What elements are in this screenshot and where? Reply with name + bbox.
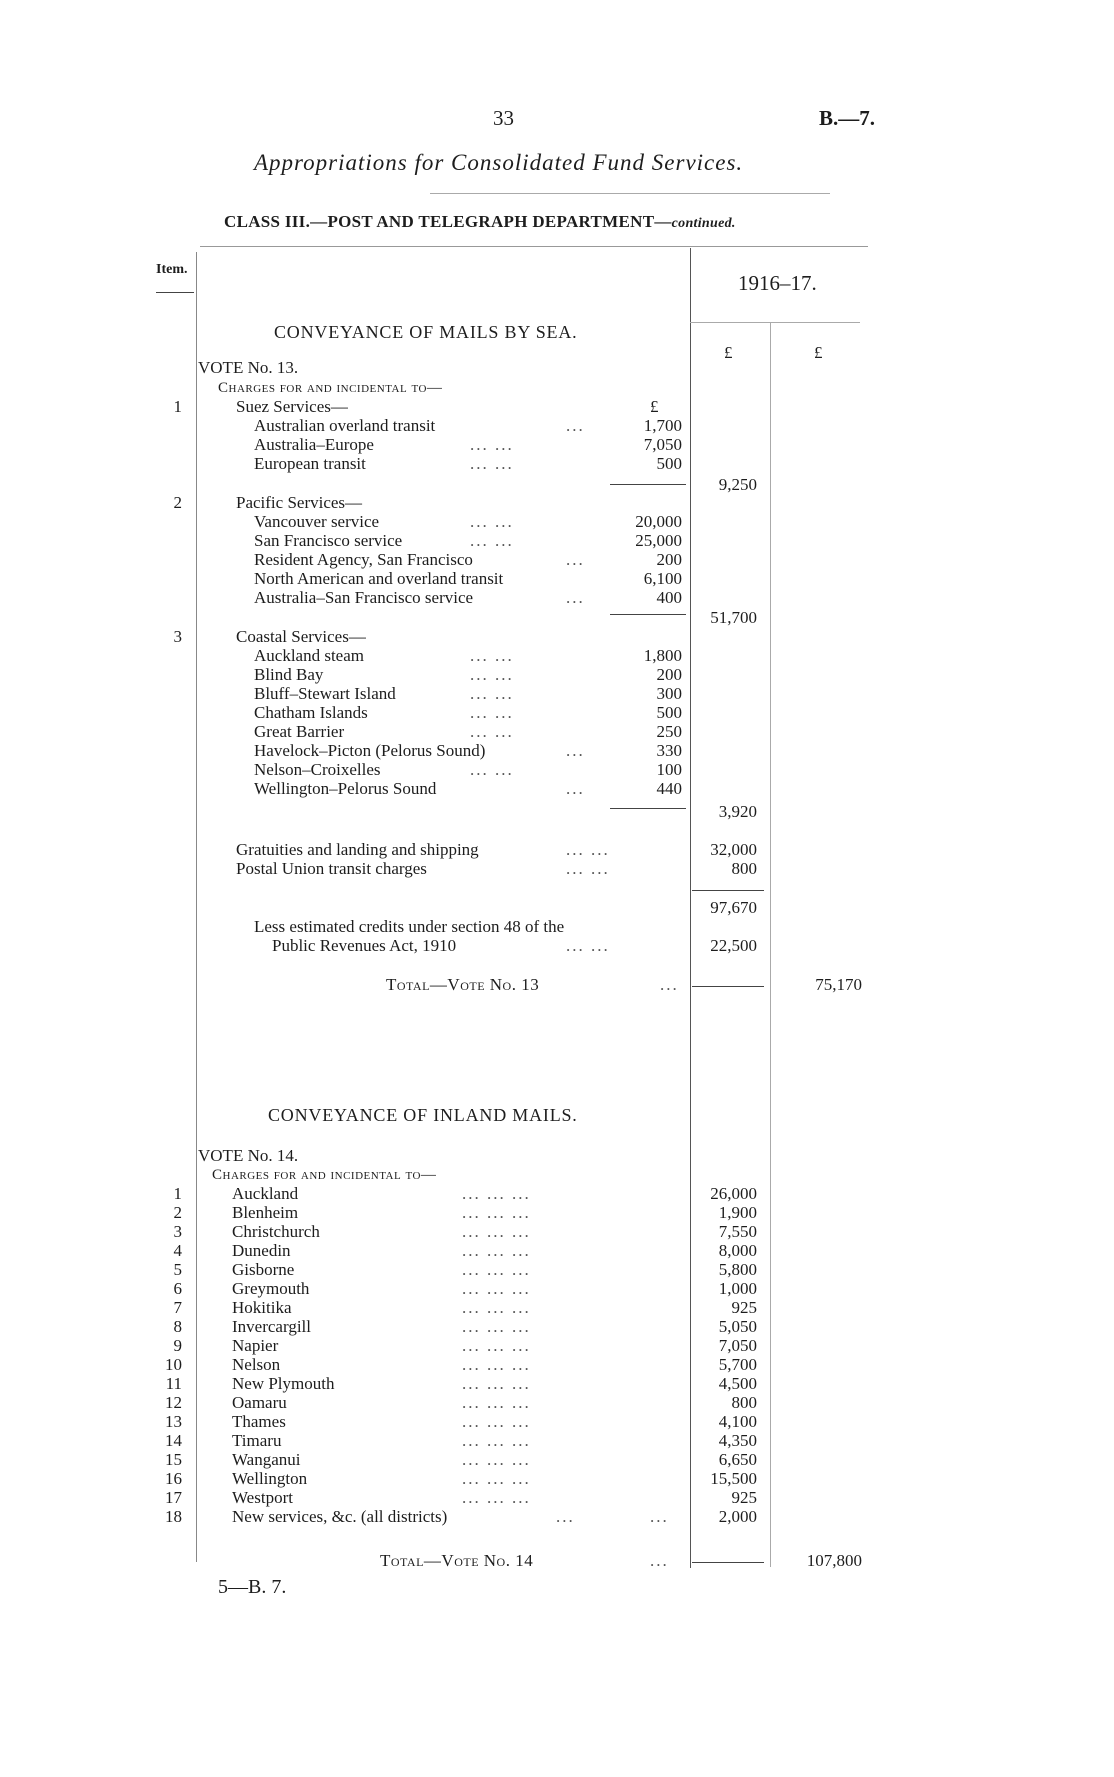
- row-dots: ... ...: [470, 531, 514, 550]
- suez-label: Suez Services—: [236, 397, 348, 416]
- row-dots: ... ... ...: [462, 1222, 531, 1241]
- coastal-row-value: 200: [656, 665, 682, 684]
- inland-row-value: 8,000: [718, 1241, 757, 1260]
- coastal-subtotal: 3,920: [718, 802, 757, 821]
- item-number: 12: [165, 1393, 182, 1412]
- inland-row-value: 6,650: [718, 1450, 757, 1469]
- inland-row-value: 4,350: [718, 1431, 757, 1450]
- row-dots: ... ... ...: [462, 1469, 531, 1488]
- vote-13-label: VOTE No. 13.: [198, 358, 299, 377]
- pacific-row-value: 20,000: [635, 512, 682, 531]
- less-credits-line-2: Public Revenues Act, 1910: [272, 936, 457, 955]
- suez-row-label: Australia–Europe: [254, 435, 374, 454]
- inland-row-label: New services, &c. (all districts): [232, 1507, 448, 1526]
- inland-row-label: Invercargill: [232, 1317, 311, 1336]
- item-number: 7: [173, 1298, 182, 1317]
- suez-row-label: Australian overland transit: [254, 416, 436, 435]
- inland-row-label: Wanganui: [232, 1450, 301, 1469]
- item-number: 6: [173, 1279, 182, 1298]
- row-dots: ... ... ...: [462, 1203, 531, 1222]
- item-number: 1: [173, 397, 182, 416]
- row-dots: ... ...: [566, 859, 610, 878]
- inland-row-label: Hokitika: [232, 1298, 292, 1317]
- suez-row-value: 7,050: [643, 435, 682, 454]
- inland-row-value: 4,100: [718, 1412, 757, 1431]
- item-number: 14: [165, 1431, 182, 1450]
- inland-row-label: Dunedin: [232, 1241, 291, 1260]
- pacific-row-label: San Francisco service: [254, 531, 403, 550]
- title-rule: [430, 193, 830, 194]
- suez-row-label: European transit: [254, 454, 366, 473]
- row-dots: ... ...: [566, 936, 610, 955]
- suez-row-value: 1,700: [643, 416, 682, 435]
- inland-row-label: Oamaru: [232, 1393, 287, 1412]
- row-dots: ... ... ...: [462, 1241, 531, 1260]
- header-rule: [200, 246, 868, 247]
- coastal-row-value: 1,800: [643, 646, 682, 665]
- row-dots: ...: [566, 741, 585, 760]
- suez-subtotal: 9,250: [718, 475, 757, 494]
- year-rule: [690, 322, 860, 323]
- row-dots: ...: [566, 550, 585, 569]
- pacific-subtotal: 51,700: [710, 608, 757, 627]
- inland-row-label: New Plymouth: [232, 1374, 335, 1393]
- inland-heading: CONVEYANCE OF INLAND MAILS.: [268, 1105, 578, 1125]
- row-dots: ... ...: [470, 684, 514, 703]
- item-number: 3: [173, 627, 182, 646]
- inland-row-label: Nelson: [232, 1355, 281, 1374]
- vote-14-total-label: Total—Vote No. 14: [380, 1551, 534, 1570]
- less-credits-value: 22,500: [710, 936, 757, 955]
- coastal-row-value: 500: [656, 703, 682, 722]
- coastal-row-label: Great Barrier: [254, 722, 345, 741]
- item-number: 2: [173, 493, 182, 512]
- row-dots: ...: [556, 1507, 575, 1526]
- row-dots: ... ... ...: [462, 1450, 531, 1469]
- inland-row-value: 1,900: [718, 1203, 757, 1222]
- class-title: [224, 212, 736, 234]
- coastal-row-label: Bluff–Stewart Island: [254, 684, 396, 703]
- vote-13-charges: Charges for and incidental to—: [218, 380, 443, 396]
- item-column-header: Item.: [156, 262, 188, 277]
- row-dots: ... ...: [470, 454, 514, 473]
- row-dots: ...: [660, 975, 679, 994]
- item-number: 10: [165, 1355, 182, 1374]
- inland-row-label: Christchurch: [232, 1222, 320, 1241]
- pacific-row-label: Australia–San Francisco service: [254, 588, 474, 607]
- sea-heading: CONVEYANCE OF MAILS BY SEA.: [274, 322, 578, 342]
- item-number: 2: [173, 1203, 182, 1222]
- gratuities-label: Gratuities and landing and shipping: [236, 840, 479, 859]
- inland-row-value: 800: [731, 1393, 757, 1412]
- item-number: 1: [173, 1184, 182, 1203]
- inland-row-value: 925: [731, 1298, 757, 1317]
- pacific-row-label: Vancouver service: [254, 512, 380, 531]
- row-dots: ... ... ...: [462, 1260, 531, 1279]
- pacific-label: Pacific Services—: [236, 493, 363, 512]
- pacific-row-label: Resident Agency, San Francisco: [254, 550, 473, 569]
- vote-14-label: VOTE No. 14.: [198, 1146, 299, 1165]
- row-dots: ... ... ...: [462, 1393, 531, 1412]
- gross-rule: [692, 890, 764, 891]
- less-credits-line-1: Less estimated credits under section 48 of the: [254, 917, 565, 936]
- item-number: 8: [173, 1317, 182, 1336]
- row-dots: ...: [650, 1507, 669, 1526]
- coastal-row-value: 250: [656, 722, 682, 741]
- coastal-row-value: 330: [656, 741, 682, 760]
- inland-row-value: 26,000: [710, 1184, 757, 1203]
- total-rule: [692, 986, 764, 987]
- row-dots: ...: [566, 588, 585, 607]
- row-dots: ... ...: [470, 435, 514, 454]
- item-number: 15: [165, 1450, 182, 1469]
- row-dots: ... ...: [566, 840, 610, 859]
- item-number: 5: [173, 1260, 182, 1279]
- year-header: 1916–17.: [738, 271, 817, 295]
- pacific-row-value: 6,100: [643, 569, 682, 588]
- inland-row-label: Auckland: [232, 1184, 299, 1203]
- class-title-text: CLASS III.—POST AND TELEGRAPH DEPARTMENT—: [224, 212, 672, 231]
- row-dots: ... ...: [470, 703, 514, 722]
- inland-row-value: 5,050: [718, 1317, 757, 1336]
- inland-row-label: Gisborne: [232, 1260, 295, 1279]
- item-number: 9: [173, 1336, 182, 1355]
- total-rule: [692, 1562, 764, 1563]
- row-dots: ...: [566, 779, 585, 798]
- vote-13-total-value: 75,170: [815, 975, 862, 994]
- item-column-rule: [196, 252, 197, 1562]
- gross-value: 97,670: [710, 898, 757, 917]
- vote-13-total-label: Total—Vote No. 13: [386, 975, 540, 994]
- row-dots: ...: [566, 416, 585, 435]
- inland-row-value: 7,550: [718, 1222, 757, 1241]
- row-dots: ... ... ...: [462, 1298, 531, 1317]
- pacific-row-value: 400: [656, 588, 682, 607]
- item-number: 11: [165, 1374, 182, 1393]
- row-dots: ... ... ...: [462, 1488, 531, 1507]
- page-footer: 5—B. 7.: [218, 1576, 287, 1598]
- row-dots: ... ... ...: [462, 1431, 531, 1450]
- inland-row-value: 1,000: [718, 1279, 757, 1298]
- coastal-row-label: Auckland steam: [254, 646, 364, 665]
- inland-row-value: 4,500: [718, 1374, 757, 1393]
- inland-row-label: Greymouth: [232, 1279, 310, 1298]
- coastal-row-value: 100: [656, 760, 682, 779]
- item-number: 16: [165, 1469, 182, 1488]
- row-dots: ... ... ...: [462, 1355, 531, 1374]
- vote-14-total-value: 107,800: [806, 1551, 862, 1570]
- row-dots: ... ...: [470, 760, 514, 779]
- page-number: 33: [493, 106, 514, 130]
- row-dots: ... ... ...: [462, 1374, 531, 1393]
- inland-row-label: Wellington: [232, 1469, 308, 1488]
- pound-header-col1: £: [724, 343, 733, 362]
- item-number: 3: [173, 1222, 182, 1241]
- coastal-label: Coastal Services—: [236, 627, 366, 646]
- total-column-rule: [770, 322, 771, 1567]
- vote-14-charges: Charges for and incidental to—: [212, 1167, 437, 1183]
- row-dots: ... ... ...: [462, 1184, 531, 1203]
- coastal-row-label: Blind Bay: [254, 665, 324, 684]
- coastal-row-label: Nelson–Croixelles: [254, 760, 381, 779]
- coastal-row-value: 300: [656, 684, 682, 703]
- row-dots: ... ...: [470, 646, 514, 665]
- inland-row-label: Thames: [232, 1412, 286, 1431]
- coastal-row-value: 440: [656, 779, 682, 798]
- pound-header-col2: £: [814, 343, 823, 362]
- item-number: 4: [173, 1241, 182, 1260]
- inland-row-value: 5,700: [718, 1355, 757, 1374]
- document-reference: B.—7.: [819, 106, 876, 130]
- row-dots: ... ...: [470, 722, 514, 741]
- row-dots: ... ... ...: [462, 1317, 531, 1336]
- inland-row-value: 925: [731, 1488, 757, 1507]
- inland-row-label: Blenheim: [232, 1203, 299, 1222]
- gratuities-value: 32,000: [710, 840, 757, 859]
- inland-row-label: Timaru: [232, 1431, 282, 1450]
- row-dots: ... ... ...: [462, 1336, 531, 1355]
- inland-row-value: 5,800: [718, 1260, 757, 1279]
- postal-union-label: Postal Union transit charges: [236, 859, 427, 878]
- pacific-row-value: 200: [656, 550, 682, 569]
- suez-row-value: 500: [656, 454, 682, 473]
- pacific-row-label: North American and overland transit: [254, 569, 504, 588]
- item-number: 17: [165, 1488, 182, 1507]
- inland-row-value: 2,000: [718, 1507, 757, 1526]
- item-header-underline: [156, 292, 194, 293]
- pound-inner: £: [650, 397, 659, 416]
- row-dots: ... ... ...: [462, 1412, 531, 1431]
- class-continued: continued.: [671, 216, 736, 231]
- inland-row-label: Napier: [232, 1336, 279, 1355]
- item-number: 18: [165, 1507, 182, 1526]
- pacific-row-value: 25,000: [635, 531, 682, 550]
- coastal-row-label: Chatham Islands: [254, 703, 368, 722]
- item-number: 13: [165, 1412, 182, 1431]
- row-dots: ... ... ...: [462, 1279, 531, 1298]
- row-dots: ... ...: [470, 665, 514, 684]
- inland-row-value: 15,500: [710, 1469, 757, 1488]
- inland-row-label: Westport: [232, 1488, 293, 1507]
- inland-row-value: 7,050: [718, 1336, 757, 1355]
- postal-union-value: 800: [731, 859, 757, 878]
- row-dots: ... ...: [470, 512, 514, 531]
- page-title: Appropriations for Consolidated Fund Services.: [254, 150, 744, 175]
- coastal-row-label: Wellington–Pelorus Sound: [254, 779, 437, 798]
- row-dots: ...: [650, 1551, 669, 1570]
- coastal-row-label: Havelock–Picton (Pelorus Sound): [254, 741, 486, 760]
